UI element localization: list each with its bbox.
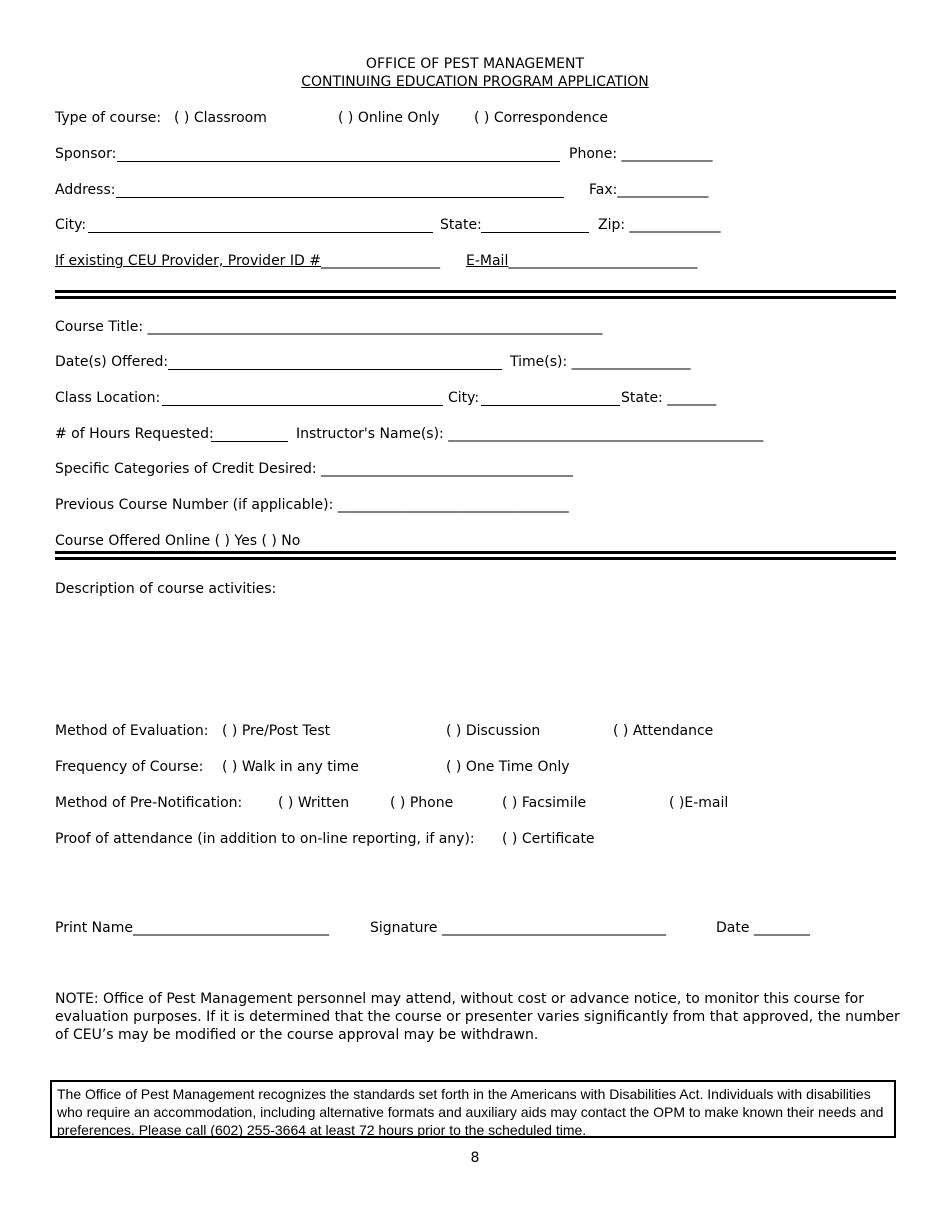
page-number: 8 (470, 1150, 480, 1166)
address-label: Address: (55, 182, 116, 198)
pre-notification-label: Method of Pre-Notification: (55, 795, 243, 811)
note-paragraph: NOTE: Office of Pest Management personnel may attend, without cost or advance notice, to monitor this course for evaluation purposes. If it is determined that the course or presenter varies significantly from that approved, the number of CEU’s may be modified or the course approval may be withdrawn. (55, 991, 900, 1043)
facsimile-option[interactable]: ( ) Facsimile (502, 795, 587, 811)
hours-requested-label: # of Hours Requested: (55, 426, 214, 442)
print-name-field[interactable]: Print Name____________________________ (55, 920, 329, 936)
times-field[interactable]: Time(s): _________________ (510, 354, 691, 370)
phone-field[interactable]: Phone: _____________ (569, 146, 713, 162)
dates-offered-field[interactable] (168, 369, 502, 370)
discussion-option[interactable]: ( ) Discussion (446, 723, 541, 739)
sponsor-field[interactable] (117, 161, 560, 162)
credit-categories-field[interactable]: Specific Categories of Credit Desired: ____________________________________ (55, 461, 574, 477)
form-subtitle: CONTINUING EDUCATION PROGRAM APPLICATION (301, 74, 649, 90)
class-location-field[interactable] (162, 405, 443, 406)
zip-field[interactable]: Zip: _____________ (598, 217, 721, 233)
form-title: OFFICE OF PEST MANAGEMENT (365, 56, 585, 72)
address-field[interactable] (116, 197, 564, 198)
section-divider (55, 557, 896, 560)
location-city-field[interactable] (481, 405, 620, 406)
section-divider (55, 551, 896, 554)
course-title-field[interactable]: Course Title: _________________________________________________________________ (55, 319, 603, 335)
state-label: State: (440, 217, 482, 233)
email-option[interactable]: ( )E-mail (669, 795, 729, 811)
provider-id-field[interactable]: _________________ (320, 253, 440, 269)
course-offered-online[interactable]: Course Offered Online ( ) Yes ( ) No (55, 533, 301, 549)
classroom-option[interactable]: ( ) Classroom (174, 110, 267, 126)
email-label: E-Mail (466, 253, 509, 269)
sponsor-label: Sponsor: (55, 146, 117, 162)
city-label: City: (55, 217, 87, 233)
one-time-option[interactable]: ( ) One Time Only (446, 759, 570, 775)
online-only-option[interactable]: ( ) Online Only (338, 110, 440, 126)
signature-field[interactable]: Signature ________________________________ (370, 920, 666, 936)
section-divider (55, 296, 896, 299)
ada-notice: The Office of Pest Management recognizes the standards set forth in the Americans with Disabilities Act. Individuals with disabilities who require an accommodation, including alternative formats and auxiliary aids may contact the OPM to make known their needs and preferences. Please call (602) 255-3664 at least 72 hours prior to the scheduled time. (50, 1080, 896, 1138)
attendance-option[interactable]: ( ) Attendance (613, 723, 714, 739)
section-divider (55, 290, 896, 293)
instructor-name-field[interactable]: Instructor's Name(s): _____________________________________________ (296, 426, 764, 442)
evaluation-label: Method of Evaluation: (55, 723, 209, 739)
location-city-label: City: (448, 390, 480, 406)
description-label: Description of course activities: (55, 581, 277, 597)
fax-field[interactable]: Fax:_____________ (589, 182, 709, 198)
previous-course-number-field[interactable]: Previous Course Number (if applicable): _________________________________ (55, 497, 569, 513)
dates-offered-label: Date(s) Offered: (55, 354, 169, 370)
provider-id-label: If existing CEU Provider, Provider ID # (55, 253, 321, 269)
city-field[interactable] (88, 232, 433, 233)
date-field[interactable]: Date ________ (716, 920, 810, 936)
certificate-option[interactable]: ( ) Certificate (502, 831, 595, 847)
state-field[interactable] (481, 232, 589, 233)
frequency-label: Frequency of Course: (55, 759, 204, 775)
location-state-field[interactable]: State: _______ (621, 390, 717, 406)
proof-label: Proof of attendance (in addition to on-line reporting, if any): (55, 831, 475, 847)
course-type-label: Type of course: (55, 110, 162, 126)
pre-post-test-option[interactable]: ( ) Pre/Post Test (222, 723, 331, 739)
email-field[interactable]: ___________________________ (508, 253, 698, 269)
class-location-label: Class Location: (55, 390, 161, 406)
phone-option[interactable]: ( ) Phone (390, 795, 454, 811)
hours-requested-field[interactable] (211, 441, 288, 442)
written-option[interactable]: ( ) Written (278, 795, 350, 811)
walk-in-option[interactable]: ( ) Walk in any time (222, 759, 359, 775)
correspondence-option[interactable]: ( ) Correspondence (474, 110, 609, 126)
